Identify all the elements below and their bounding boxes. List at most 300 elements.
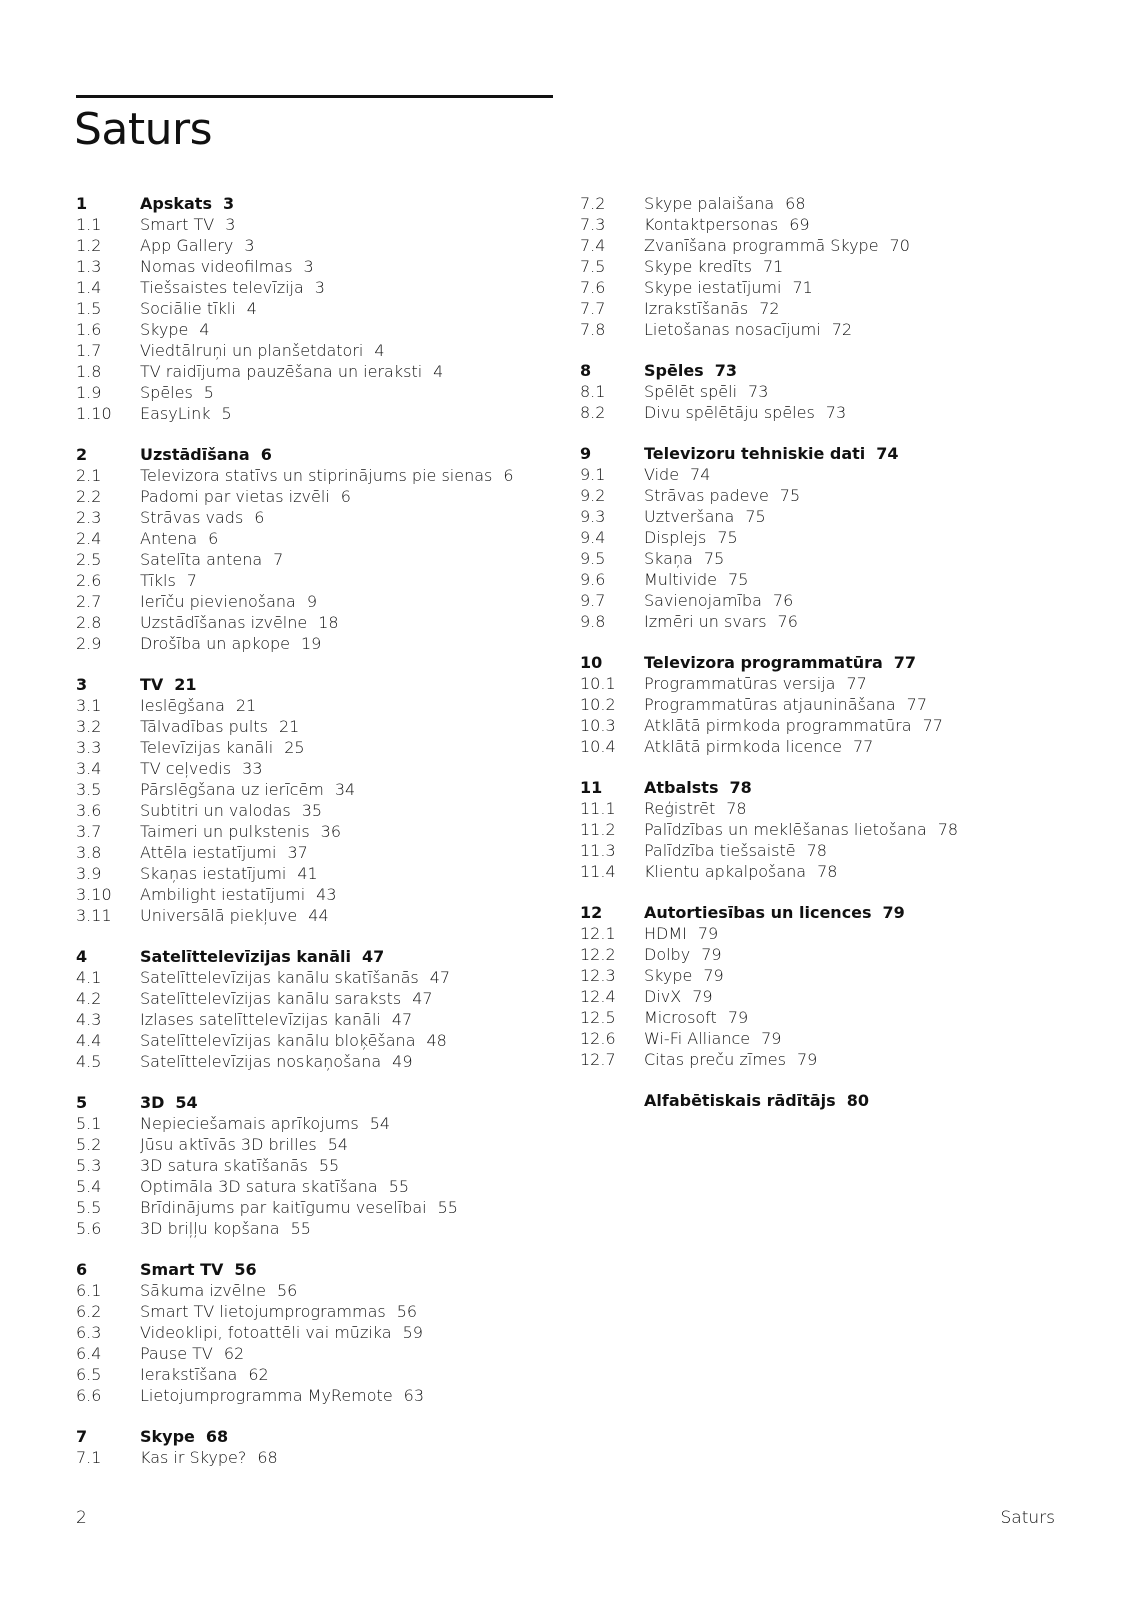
toc-entry[interactable] <box>580 840 1100 861</box>
toc-title: Universālā piekļuve <box>140 906 298 925</box>
toc-title: Satelīttelevīzijas kanāli <box>140 947 351 966</box>
toc-entry[interactable] <box>580 923 1100 944</box>
toc-number: 12.1 <box>580 924 616 943</box>
toc-title: Skaņa <box>644 549 693 568</box>
toc-entry[interactable] <box>76 591 596 612</box>
toc-number: 7.4 <box>580 236 606 255</box>
toc-number: 10.2 <box>580 695 616 714</box>
toc-entry[interactable] <box>76 1218 596 1239</box>
toc-entry[interactable] <box>580 944 1100 965</box>
toc-number: 9.5 <box>580 549 606 568</box>
toc-number: 9 <box>580 444 592 463</box>
footer-section-title: Saturs <box>1000 1508 1055 1528</box>
toc-entry[interactable] <box>580 1049 1100 1070</box>
toc-section <box>76 444 596 654</box>
toc-number: 3.7 <box>76 822 102 841</box>
toc-entry[interactable] <box>76 1134 596 1155</box>
toc-number: 6.6 <box>76 1386 102 1405</box>
toc-number: 12 <box>580 903 603 922</box>
toc-page-number: 78 <box>806 841 827 860</box>
toc-entry[interactable] <box>76 298 596 319</box>
toc-number: 1.5 <box>76 299 102 318</box>
toc-title: Ieslēgšana <box>140 696 225 715</box>
toc-number: 12.2 <box>580 945 616 964</box>
toc-number: 10 <box>580 653 603 672</box>
toc-entry[interactable] <box>76 1051 596 1072</box>
toc-number: 6.1 <box>76 1281 102 1300</box>
toc-entry[interactable] <box>580 485 1100 506</box>
toc-page-number: 75 <box>717 528 738 547</box>
page-title: Saturs <box>74 104 213 155</box>
toc-number: 1.9 <box>76 383 102 402</box>
toc-title: Optimāla 3D satura skatīšana <box>140 1177 378 1196</box>
toc-title: Strāvas vads <box>140 508 244 527</box>
toc-number: 3.5 <box>76 780 102 799</box>
toc-entry[interactable] <box>76 1155 596 1176</box>
toc-number: 12.3 <box>580 966 616 985</box>
toc-entry[interactable] <box>76 842 596 863</box>
toc-section <box>580 193 1100 340</box>
toc-page-number: 3 <box>222 194 235 213</box>
toc-number: 7.5 <box>580 257 606 276</box>
toc-entry[interactable] <box>580 193 1100 214</box>
toc-entry[interactable] <box>580 277 1100 298</box>
toc-entry[interactable] <box>76 214 596 235</box>
toc-page-number: 19 <box>300 634 322 653</box>
toc-chapter-heading[interactable] <box>580 360 1100 381</box>
toc-section <box>580 1090 1100 1111</box>
toc-title: Klientu apkalpošana <box>644 862 807 881</box>
toc-entry[interactable] <box>76 528 596 549</box>
toc-title: App Gallery <box>140 236 234 255</box>
toc-page-number: 37 <box>287 843 308 862</box>
toc-entry[interactable] <box>580 381 1100 402</box>
toc-entry[interactable] <box>76 1280 596 1301</box>
toc-page-number: 21 <box>278 717 300 736</box>
toc-entry[interactable] <box>580 798 1100 819</box>
toc-page-number: 79 <box>692 987 713 1006</box>
toc-number: 7.7 <box>580 299 606 318</box>
toc-entry[interactable] <box>76 1030 596 1051</box>
toc-title: Televizoru tehniskie dati <box>644 444 866 463</box>
toc-page-number: 55 <box>437 1198 458 1217</box>
toc-entry[interactable] <box>580 819 1100 840</box>
toc-page-number: 77 <box>846 674 867 693</box>
toc-number: 2.3 <box>76 508 102 527</box>
toc-page-number: 55 <box>290 1219 311 1238</box>
toc-number: 11.1 <box>580 799 616 818</box>
toc-title: Izrakstīšanās <box>644 299 749 318</box>
toc-column-left <box>76 193 596 1488</box>
toc-title: Multivide <box>644 570 718 589</box>
toc-title: TV raidījuma pauzēšana un ieraksti <box>140 362 423 381</box>
toc-title: Videoklipi, fotoattēli vai mūzika <box>140 1323 392 1342</box>
toc-entry[interactable] <box>76 1322 596 1343</box>
toc-page-number: 78 <box>726 799 747 818</box>
toc-entry[interactable] <box>580 694 1100 715</box>
toc-page-number: 6 <box>260 445 272 464</box>
toc-section <box>580 652 1100 757</box>
toc-number: 4.1 <box>76 968 102 987</box>
toc-title: Izlases satelīttelevīzijas kanāli <box>140 1010 381 1029</box>
toc-chapter-heading[interactable] <box>76 1092 596 1113</box>
toc-chapter-heading[interactable] <box>580 1090 1100 1111</box>
toc-page-number: 70 <box>889 236 910 255</box>
toc-entry[interactable] <box>580 402 1100 423</box>
toc-entry[interactable] <box>580 235 1100 256</box>
toc-page-number: 36 <box>320 822 342 841</box>
toc-number: 9.7 <box>580 591 606 610</box>
toc-number: 11 <box>580 778 603 797</box>
toc-number: 1.3 <box>76 257 102 276</box>
toc-chapter-heading[interactable] <box>76 1426 596 1447</box>
toc-number: 12.6 <box>580 1029 616 1048</box>
toc-title: Uztveršana <box>644 507 735 526</box>
toc-entry[interactable] <box>76 758 596 779</box>
toc-page-number: 75 <box>703 549 725 568</box>
toc-entry[interactable] <box>76 1197 596 1218</box>
toc-entry[interactable] <box>580 319 1100 340</box>
toc-chapter-heading[interactable] <box>580 652 1100 673</box>
toc-number: 7.2 <box>580 194 606 213</box>
toc-title: Reģistrēt <box>644 799 716 818</box>
toc-page-number: 62 <box>223 1344 245 1363</box>
toc-number: 1.7 <box>76 341 102 360</box>
toc-page-number: 71 <box>792 278 813 297</box>
toc-section <box>580 443 1100 632</box>
toc-entry[interactable] <box>76 695 596 716</box>
toc-number: 2.4 <box>76 529 102 548</box>
toc-page-number: 79 <box>796 1050 818 1069</box>
toc-page-number: 3 <box>303 257 314 276</box>
toc-entry[interactable] <box>76 1176 596 1197</box>
toc-title: Nomas videofilmas <box>140 257 293 276</box>
toc-entry[interactable] <box>580 736 1100 757</box>
toc-number: 3.10 <box>76 885 112 904</box>
toc-number: 10.1 <box>580 674 616 693</box>
toc-title: Sākuma izvēlne <box>140 1281 266 1300</box>
toc-entry[interactable] <box>580 986 1100 1007</box>
toc-title: Smart TV <box>140 1260 224 1279</box>
toc-number: 8.2 <box>580 403 606 422</box>
toc-title: Satelīta antena <box>140 550 263 569</box>
toc-title: Skype <box>644 966 693 985</box>
toc-title: Divu spēlētāju spēles <box>644 403 815 422</box>
toc-title: Subtitri un valodas <box>140 801 291 820</box>
toc-page-number: 49 <box>392 1052 413 1071</box>
toc-title: Jūsu aktīvās 3D brilles <box>140 1135 317 1154</box>
toc-number: 3.2 <box>76 717 102 736</box>
toc-chapter-heading[interactable] <box>580 443 1100 464</box>
toc-entry[interactable] <box>580 715 1100 736</box>
toc-page-number: 55 <box>318 1156 340 1175</box>
toc-number: 6 <box>76 1260 88 1279</box>
toc-title: Spēles <box>644 361 704 380</box>
toc-entry[interactable] <box>76 1009 596 1030</box>
toc-page-number: 6 <box>254 508 265 527</box>
toc-title: Antena <box>140 529 198 548</box>
toc-number: 2 <box>76 445 88 464</box>
toc-entry[interactable] <box>76 235 596 256</box>
toc-title: Apskats <box>140 194 212 213</box>
toc-page-number: 78 <box>937 820 959 839</box>
toc-number: 9.1 <box>580 465 606 484</box>
toc-number: 2.8 <box>76 613 102 632</box>
toc-title: Attēla iestatījumi <box>140 843 277 862</box>
toc-page-number: 44 <box>308 906 329 925</box>
toc-entry[interactable] <box>580 590 1100 611</box>
toc-number: 10.4 <box>580 737 616 756</box>
toc-title: Dolby <box>644 945 691 964</box>
toc-chapter-heading[interactable] <box>580 777 1100 798</box>
toc-page-number: 75 <box>728 570 749 589</box>
toc-page-number: 76 <box>777 612 798 631</box>
toc-number: 5.4 <box>76 1177 102 1196</box>
toc-entry[interactable] <box>580 298 1100 319</box>
toc-entry[interactable] <box>76 1385 596 1406</box>
toc-number: 2.5 <box>76 550 102 569</box>
toc-entry[interactable] <box>76 340 596 361</box>
toc-number: 1.4 <box>76 278 102 297</box>
toc-title: Drošība un apkope <box>140 634 290 653</box>
toc-page-number: 5 <box>203 383 214 402</box>
toc-title: Pārslēgšana uz ierīcēm <box>140 780 324 799</box>
toc-page-number: 47 <box>412 989 433 1008</box>
toc-entry[interactable] <box>76 737 596 758</box>
toc-entry[interactable] <box>76 821 596 842</box>
toc-section <box>580 360 1100 423</box>
toc-page-number: 47 <box>361 947 385 966</box>
toc-entry[interactable] <box>76 361 596 382</box>
toc-number: 9.8 <box>580 612 606 631</box>
toc-number: 3.11 <box>76 906 112 925</box>
toc-number: 2.6 <box>76 571 102 590</box>
toc-title: Autortiesības un licences <box>644 903 872 922</box>
toc-chapter-heading[interactable] <box>76 946 596 967</box>
toc-entry[interactable] <box>76 570 596 591</box>
toc-entry[interactable] <box>76 779 596 800</box>
toc-page-number: 79 <box>701 945 722 964</box>
toc-entry[interactable] <box>580 464 1100 485</box>
toc-entry[interactable] <box>76 549 596 570</box>
toc-page-number: 78 <box>729 778 752 797</box>
toc-page-number: 77 <box>852 737 874 756</box>
toc-title: Televīzijas kanāli <box>140 738 274 757</box>
toc-entry[interactable] <box>580 1028 1100 1049</box>
toc-entry[interactable] <box>580 673 1100 694</box>
toc-title: Palīdzības un meklēšanas lietošana <box>644 820 927 839</box>
toc-number: 12.4 <box>580 987 616 1006</box>
toc-title: Ambilight iestatījumi <box>140 885 306 904</box>
toc-number: 11.3 <box>580 841 616 860</box>
toc-section <box>76 1426 596 1468</box>
toc-section <box>76 674 596 926</box>
toc-entry[interactable] <box>76 1447 596 1468</box>
toc-title: Palīdzība tiešsaistē <box>644 841 796 860</box>
toc-number: 2.2 <box>76 487 102 506</box>
toc-page-number: 6 <box>208 529 219 548</box>
toc-title: Uzstādīšana <box>140 445 250 464</box>
toc-page-number: 47 <box>391 1010 413 1029</box>
toc-entry[interactable] <box>580 611 1100 632</box>
toc-number: 1.10 <box>76 404 112 423</box>
toc-title: Lietošanas nosacījumi <box>644 320 821 339</box>
toc-number: 9.4 <box>580 528 606 547</box>
toc-page-number: 54 <box>327 1135 349 1154</box>
toc-section <box>76 1092 596 1239</box>
toc-number: 6.3 <box>76 1323 102 1342</box>
toc-title: Smart TV <box>140 215 215 234</box>
toc-title: TV <box>140 675 164 694</box>
toc-title: Spēlēt spēli <box>644 382 738 401</box>
toc-page-number: 47 <box>429 968 451 987</box>
toc-entry[interactable] <box>76 863 596 884</box>
toc-title: Sociālie tīkli <box>140 299 236 318</box>
toc-chapter-heading[interactable] <box>580 902 1100 923</box>
toc-page-number: 6 <box>503 466 514 485</box>
toc-page-number: 33 <box>242 759 263 778</box>
toc-title: Tiešsaistes televīzija <box>140 278 304 297</box>
toc-page-number: 34 <box>334 780 356 799</box>
toc-title: Smart TV lietojumprogrammas <box>140 1302 386 1321</box>
toc-page-number: 7 <box>273 550 284 569</box>
toc-entry[interactable] <box>580 548 1100 569</box>
toc-number: 11.2 <box>580 820 616 839</box>
toc-entry[interactable] <box>76 1364 596 1385</box>
toc-title: Ierakstīšana <box>140 1365 238 1384</box>
toc-number: 12.5 <box>580 1008 616 1027</box>
toc-page-number: 68 <box>205 1427 229 1446</box>
toc-entry[interactable] <box>76 800 596 821</box>
toc-title: 3D <box>140 1093 165 1112</box>
toc-title: Skype <box>140 320 189 339</box>
toc-number: 4.5 <box>76 1052 102 1071</box>
toc-number: 8 <box>580 361 592 380</box>
toc-page-number: 79 <box>727 1008 749 1027</box>
toc-number: 3.1 <box>76 696 102 715</box>
toc-page-number: 21 <box>235 696 257 715</box>
toc-title: Kas ir Skype? <box>140 1448 247 1467</box>
toc-entry[interactable] <box>76 967 596 988</box>
toc-title: Displejs <box>644 528 707 547</box>
toc-page-number: 73 <box>748 382 769 401</box>
toc-title: Kontaktpersonas <box>644 215 779 234</box>
toc-title: EasyLink <box>140 404 211 423</box>
toc-page-number: 75 <box>745 507 766 526</box>
toc-number: 3.6 <box>76 801 102 820</box>
toc-entry[interactable] <box>76 486 596 507</box>
toc-page-number: 3 <box>225 215 236 234</box>
toc-entry[interactable] <box>76 905 596 926</box>
toc-chapter-heading[interactable] <box>76 1259 596 1280</box>
toc-number: 4.3 <box>76 1010 102 1029</box>
toc-title: Microsoft <box>644 1008 717 1027</box>
toc-title: Viedtālruņi un planšetdatori <box>140 341 364 360</box>
toc-number: 7.1 <box>76 1448 102 1467</box>
toc-entry[interactable] <box>580 214 1100 235</box>
toc-page-number: 4 <box>433 362 444 381</box>
toc-page-number: 5 <box>221 404 232 423</box>
toc-entry[interactable] <box>76 633 596 654</box>
toc-page-number: 7 <box>186 571 197 590</box>
toc-entry[interactable] <box>580 527 1100 548</box>
toc-chapter-heading[interactable] <box>76 193 596 214</box>
toc-page-number: 62 <box>248 1365 269 1384</box>
toc-title: Ierīču pievienošana <box>140 592 296 611</box>
toc-title: Televizora programmatūra <box>644 653 883 672</box>
toc-number: 10.3 <box>580 716 616 735</box>
toc-page-number: 48 <box>426 1031 447 1050</box>
toc-number: 6.5 <box>76 1365 102 1384</box>
toc-title: Skaņas iestatījumi <box>140 864 287 883</box>
toc-title: Televizora statīvs un stiprinājums pie sienas <box>140 466 493 485</box>
toc-section <box>76 193 596 424</box>
toc-page-number: 43 <box>316 885 337 904</box>
toc-entry[interactable] <box>76 277 596 298</box>
toc-title: Atbalsts <box>644 778 719 797</box>
toc-entry[interactable] <box>76 1301 596 1322</box>
toc-page-number: 74 <box>690 465 711 484</box>
toc-entry[interactable] <box>76 988 596 1009</box>
toc-entry[interactable] <box>580 506 1100 527</box>
toc-entry[interactable] <box>76 256 596 277</box>
toc-entry[interactable] <box>76 382 596 403</box>
toc-entry[interactable] <box>76 1343 596 1364</box>
toc-title: Uzstādīšanas izvēlne <box>140 613 308 632</box>
toc-entry[interactable] <box>580 861 1100 882</box>
toc-number: 7.6 <box>580 278 606 297</box>
toc-entry[interactable] <box>76 612 596 633</box>
toc-title: TV ceļvedis <box>140 759 232 778</box>
toc-page-number: 68 <box>785 194 806 213</box>
toc-page-number: 72 <box>831 320 853 339</box>
toc-page-number: 4 <box>199 320 210 339</box>
toc-entry[interactable] <box>580 965 1100 986</box>
toc-page-number: 68 <box>257 1448 278 1467</box>
toc-number: 9.6 <box>580 570 606 589</box>
toc-title: Skype <box>140 1427 195 1446</box>
toc-title: Skype kredīts <box>644 257 752 276</box>
toc-page-number: 18 <box>318 613 339 632</box>
toc-title: Taimeri un pulkstenis <box>140 822 310 841</box>
toc-entry[interactable] <box>76 507 596 528</box>
toc-number <box>580 1090 644 1111</box>
toc-page-number: 76 <box>772 591 794 610</box>
toc-title: Satelīttelevīzijas noskaņošana <box>140 1052 382 1071</box>
toc-number: 3.9 <box>76 864 102 883</box>
toc-column-right <box>580 193 1100 1131</box>
toc-entry[interactable] <box>580 256 1100 277</box>
toc-chapter-heading[interactable] <box>76 674 596 695</box>
toc-entry[interactable] <box>580 1007 1100 1028</box>
toc-number: 4.4 <box>76 1031 102 1050</box>
toc-entry[interactable] <box>76 319 596 340</box>
toc-page-number: 69 <box>789 215 810 234</box>
toc-number: 5.5 <box>76 1198 102 1217</box>
toc-entry[interactable] <box>76 884 596 905</box>
toc-number: 6.2 <box>76 1302 102 1321</box>
toc-entry[interactable] <box>76 465 596 486</box>
toc-page-number: 79 <box>882 903 905 922</box>
toc-title: Atklātā pirmkoda licence <box>644 737 842 756</box>
toc-page-number: 55 <box>388 1177 410 1196</box>
toc-title: Strāvas padeve <box>644 486 769 505</box>
toc-entry[interactable] <box>76 716 596 737</box>
toc-entry[interactable] <box>580 569 1100 590</box>
toc-entry[interactable] <box>76 403 596 424</box>
toc-chapter-heading[interactable] <box>76 444 596 465</box>
toc-entry[interactable] <box>76 1113 596 1134</box>
